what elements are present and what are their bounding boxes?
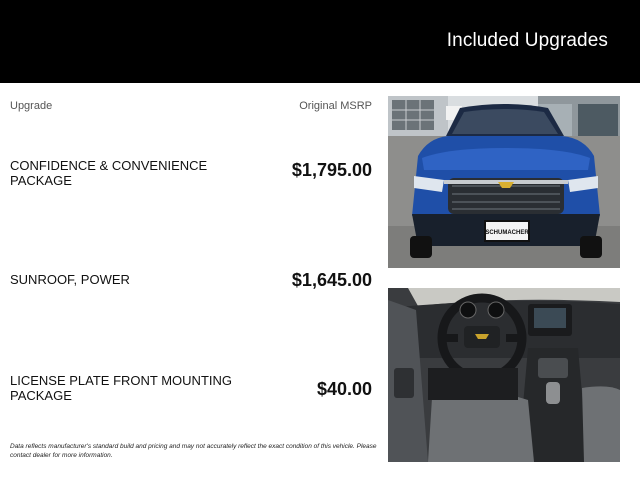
- page-title: Included Upgrades: [446, 30, 608, 51]
- upgrade-price: $1,645.00: [291, 270, 372, 290]
- plate-text: SCHUMACHER: [485, 230, 529, 236]
- car-interior-photo: [388, 288, 620, 462]
- upgrade-name: CONFIDENCE & CONVENIENCE PACKAGE: [10, 158, 208, 188]
- header-bar: [0, 0, 640, 83]
- upgrade-name: LICENSE PLATE FRONT MOUNTING PACKAGE: [10, 373, 232, 403]
- upgrade-price: $40.00: [316, 379, 372, 399]
- msrp-column-header: Original MSRP: [299, 100, 372, 112]
- upgrade-column-header: Upgrade: [10, 100, 53, 112]
- upgrade-name: SUNROOF, POWER: [10, 272, 130, 287]
- car-exterior-photo: [388, 96, 620, 268]
- disclaimer-text: Data reflects manufacturer's standard build and pricing and may not accurately reflect the exact condition of this vehicle. Please contact dealer for more information.: [10, 443, 377, 459]
- upgrade-price: $1,795.00: [291, 160, 372, 180]
